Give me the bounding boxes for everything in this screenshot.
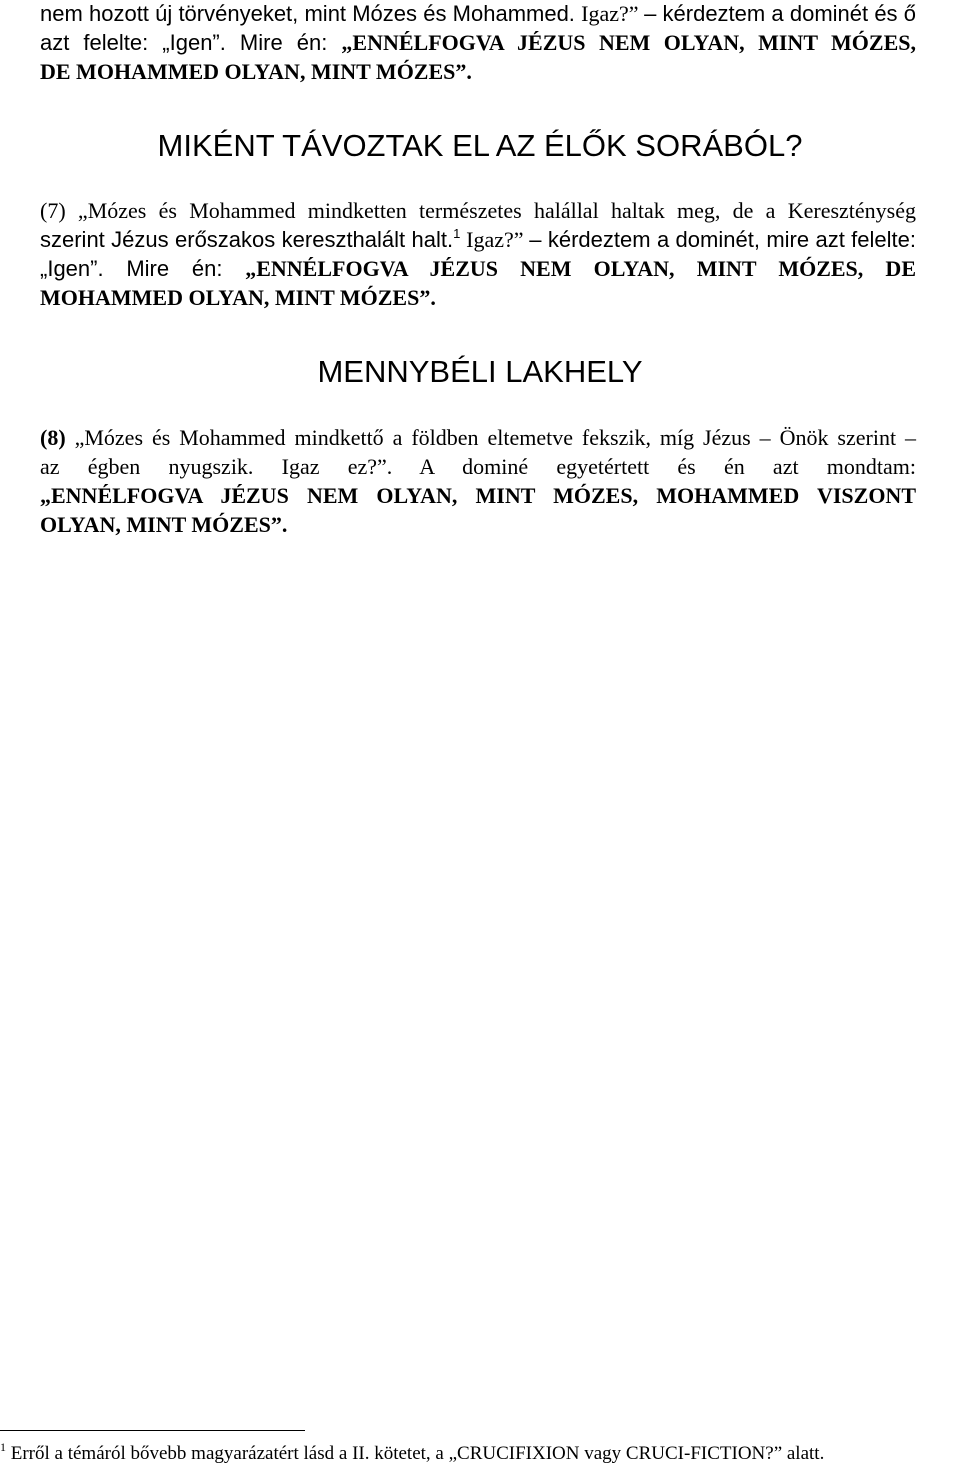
section8-line-1 xyxy=(40,424,916,452)
intro-line-3: DE MOHAMMED OLYAN, MINT MÓZES”. xyxy=(40,59,472,84)
footnote-text: Erről a témáról bővebb magyarázatért lásd a II. kötetet, a „CRUCIFIXION vagy CRUCI-FICTION?” alatt. xyxy=(6,1443,825,1464)
footnote-divider xyxy=(0,1430,305,1431)
section7-line-3-emphasis: „ENNÉLFOGVA JÉZUS NEM OLYAN, MINT MÓZES, DE xyxy=(245,256,916,281)
intro-line-1 xyxy=(40,0,916,28)
section7-line-2-tail: – kérdeztem a dominét, mire azt felelte: xyxy=(529,227,917,252)
section7-line-2-text: szerint Jézus erőszakos kereszthalált halt. xyxy=(40,227,454,252)
footnote xyxy=(0,1442,920,1466)
section8-line-1-text: „Mózes és Mohammed mindkettő a földben eltemetve fekszik, míg Jézus – Önök szerint – xyxy=(74,425,916,450)
intro-line-2 xyxy=(40,29,916,57)
intro-line-1-text: nem hozott új törvényeket, mint Mózes és Mohammed. xyxy=(40,1,582,26)
section8-line-4: OLYAN, MINT MÓZES”. xyxy=(40,512,288,537)
section7-line-1: (7) „Mózes és Mohammed mindketten természetes halállal haltak meg, de a Kereszténység xyxy=(40,198,916,223)
section7-line-2 xyxy=(40,226,916,254)
section7-line-3-text: „Igen”. Mire én: xyxy=(40,256,246,281)
section8-line-2: az égben nyugszik. Igaz ez?”. A dominé egyetértett és én azt mondtam: xyxy=(40,454,916,479)
intro-line-2-text: azt felelte: „Igen”. Mire én: xyxy=(40,30,342,55)
footnote-reference[interactable]: 1 xyxy=(453,226,461,241)
section-heading-7: MIKÉNT TÁVOZTAK EL AZ ÉLŐK SORÁBÓL? xyxy=(157,128,803,163)
section7-line-2-question: Igaz?” xyxy=(460,227,530,252)
section8-line-3: „ENNÉLFOGVA JÉZUS NEM OLYAN, MINT MÓZES, MOHAMMED VISZONT xyxy=(40,483,916,508)
intro-line-2-emphasis: „ENNÉLFOGVA JÉZUS NEM OLYAN, MINT MÓZES, xyxy=(341,30,917,55)
footnote-number: 1 xyxy=(0,1440,6,1454)
section-heading-8: MENNYBÉLI LAKHELY xyxy=(317,354,643,389)
section7-line-3 xyxy=(40,255,916,283)
intro-line-1-tail: – kérdeztem a dominét és ő xyxy=(644,1,916,26)
section7-line-4: MOHAMMED OLYAN, MINT MÓZES”. xyxy=(40,285,436,310)
section8-number: (8) xyxy=(40,425,75,450)
intro-line-1-question: Igaz?” xyxy=(581,1,645,26)
